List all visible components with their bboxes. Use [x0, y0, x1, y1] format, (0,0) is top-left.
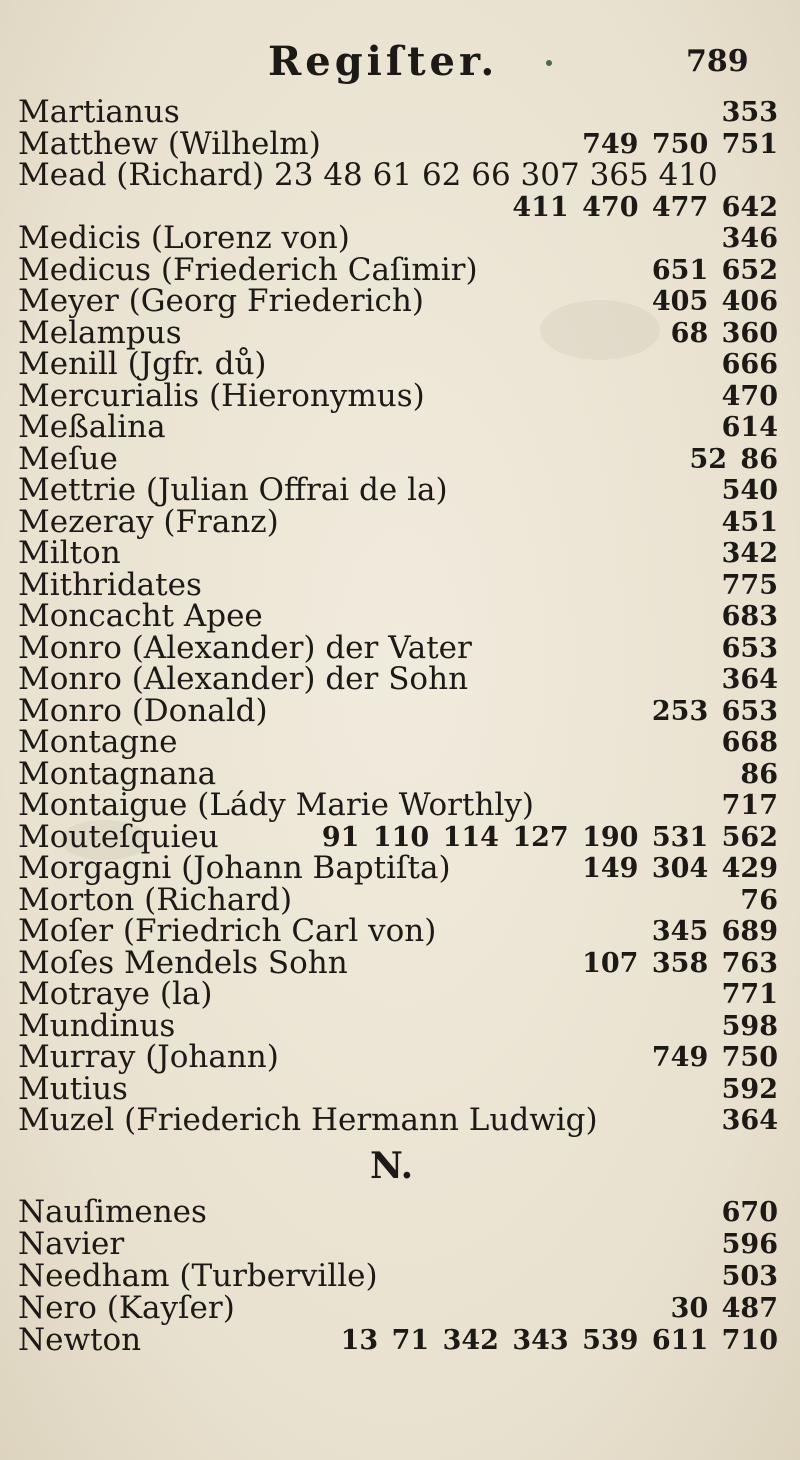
entry-pages: 503	[721, 1261, 778, 1292]
entry-pages: 540	[721, 475, 778, 506]
entry-name: Moſer (Friedrich Carl von)	[18, 913, 437, 949]
entry-name: Murray (Johann)	[18, 1039, 279, 1075]
register-entry	[18, 96, 788, 128]
register-entry	[18, 600, 788, 632]
register-entry	[18, 726, 788, 758]
entry-name: Monro (Alexander) der Sohn	[18, 661, 469, 697]
entry-pages: 614	[721, 412, 778, 443]
entry-name: Monro (Donald)	[18, 692, 268, 729]
entry-name: Meyer (Georg Friederich)	[18, 283, 424, 319]
register-entry	[18, 978, 788, 1010]
register-entries-n	[18, 1196, 788, 1356]
entry-pages: 653	[721, 632, 778, 664]
entry-name: Monro (Alexander) der Vater	[18, 629, 472, 666]
entry-name: Mutius	[18, 1070, 128, 1107]
entry-pages: 592	[721, 1073, 778, 1105]
entry-pages: 253 653	[651, 695, 778, 727]
entry-pages: 13 71 342 343 539 611 710	[340, 1325, 778, 1356]
register-entry	[18, 1007, 788, 1044]
entry-pages: 683	[721, 601, 778, 632]
register-entry	[18, 159, 788, 191]
entry-name: Melampus	[18, 314, 182, 351]
entry-name: Meßalina	[18, 409, 166, 445]
entry-pages: 68 360	[670, 317, 778, 349]
register-entry	[18, 285, 788, 317]
entry-pages: 670	[721, 1197, 778, 1228]
entry-name: Medicus (Friederich Caſimir)	[18, 251, 478, 288]
register-entry	[18, 440, 788, 477]
entry-pages: 346	[721, 223, 778, 254]
register-entry	[18, 852, 788, 884]
register-entry	[18, 915, 788, 947]
entry-pages: 149 304 429	[582, 853, 778, 884]
entry-name: Nauſimenes	[18, 1194, 207, 1230]
entry-pages: 451	[721, 506, 778, 538]
entry-name: Medicis (Lorenz von)	[18, 220, 350, 256]
entry-pages: 749 750 751	[582, 128, 778, 160]
entry-pages: 775	[721, 569, 778, 601]
entry-pages: 86	[740, 758, 778, 790]
ink-dot	[546, 60, 552, 66]
register-entry	[18, 789, 788, 821]
register-entry	[18, 1104, 788, 1136]
entry-name: Mead (Richard) 23 48 61 62 66 307 365 410	[18, 157, 718, 193]
register-entry	[18, 1228, 788, 1260]
entry-name: Mithridates	[18, 566, 202, 603]
entry-pages: 405 406	[651, 286, 778, 317]
register-entry	[18, 755, 788, 792]
page-title: Regiſter.	[268, 38, 499, 85]
entry-name: Newton	[18, 1322, 142, 1358]
entry-name: Moſes Mendels Sohn	[18, 944, 348, 981]
entry-name: Meſue	[18, 440, 118, 477]
entry-pages: 353	[721, 97, 778, 128]
register-entry	[18, 944, 788, 981]
entry-name: Mundinus	[18, 1007, 176, 1044]
register-entry	[18, 1070, 788, 1107]
register-entry	[18, 1292, 788, 1324]
entry-name: Mercurialis (Hieronymus)	[18, 377, 425, 414]
register-entry	[18, 663, 788, 695]
entry-name: Montagne	[18, 724, 178, 760]
entry-name: Muzel (Friederich Hermann Ludwig)	[18, 1102, 598, 1138]
register-entry	[18, 818, 788, 855]
entry-pages: 470	[721, 380, 778, 412]
entry-pages: 345 689	[651, 916, 778, 947]
entry-name: Montaigue (Lády Marie Worthly)	[18, 787, 534, 823]
section-letter: N.	[370, 1145, 414, 1187]
register-entry	[18, 1324, 788, 1356]
entry-pages: 30 487	[670, 1293, 778, 1324]
register-entry	[18, 125, 788, 162]
entry-pages: 596	[721, 1229, 778, 1260]
entry-pages: 364	[721, 664, 778, 695]
entry-pages: 91 110 114 127 190 531 562	[321, 821, 778, 853]
entry-name: Motraye (la)	[18, 976, 213, 1012]
entry-pages: 598	[721, 1010, 778, 1042]
entry-name: Nero (Kayſer)	[18, 1290, 235, 1326]
register-entries-m	[18, 96, 788, 1136]
register-entry	[18, 348, 788, 380]
entry-name: Menill (Jgfr. dů)	[18, 346, 267, 382]
entry-name: Morton (Richard)	[18, 881, 293, 918]
entry-pages: 717	[721, 790, 778, 821]
register-entry	[18, 1260, 788, 1292]
register-entry	[18, 1041, 788, 1073]
entry-name: Mettrie (Julian Offrai de la)	[18, 472, 448, 508]
entry-name: Mezeray (Franz)	[18, 503, 279, 540]
entry-name: Moncacht Apee	[18, 598, 263, 634]
entry-name: Milton	[18, 535, 121, 571]
entry-name: Navier	[18, 1226, 125, 1262]
register-entry	[18, 881, 788, 918]
entry-pages: 771	[721, 979, 778, 1010]
entry-pages: 666	[721, 349, 778, 380]
register-entry	[18, 314, 788, 351]
entry-pages: 76	[740, 884, 778, 916]
register-entry	[18, 377, 788, 414]
entry-pages: 52 86	[689, 443, 778, 475]
register-entry	[18, 537, 788, 569]
entry-pages: 651 652	[651, 254, 778, 286]
entry-name: Matthew (Wilhelm)	[18, 125, 321, 162]
register-entry	[18, 1196, 788, 1228]
entry-name: Needham (Turberville)	[18, 1258, 378, 1294]
register-entry	[18, 411, 788, 443]
entry-name: Morgagni (Johann Baptiſta)	[18, 850, 451, 886]
register-entry	[18, 191, 788, 223]
entry-name: Montagnana	[18, 755, 217, 792]
entry-name: Mouteſquieu	[18, 818, 219, 855]
register-entry	[18, 692, 788, 729]
page-header	[0, 38, 800, 88]
entry-pages: 668	[721, 727, 778, 758]
register-entry	[18, 629, 788, 666]
page-number: 789	[686, 44, 749, 79]
register-entry	[18, 251, 788, 288]
entry-pages: 749 750	[651, 1042, 778, 1073]
entry-pages: 342	[721, 538, 778, 569]
entry-pages: 364	[721, 1105, 778, 1136]
entry-pages: 107 358 763	[582, 947, 778, 979]
register-entry	[18, 222, 788, 254]
register-entry	[18, 503, 788, 540]
entry-pages: 411 470 477 642	[512, 191, 778, 223]
register-entry	[18, 566, 788, 603]
entry-name: Martianus	[18, 94, 180, 130]
register-entry	[18, 474, 788, 506]
